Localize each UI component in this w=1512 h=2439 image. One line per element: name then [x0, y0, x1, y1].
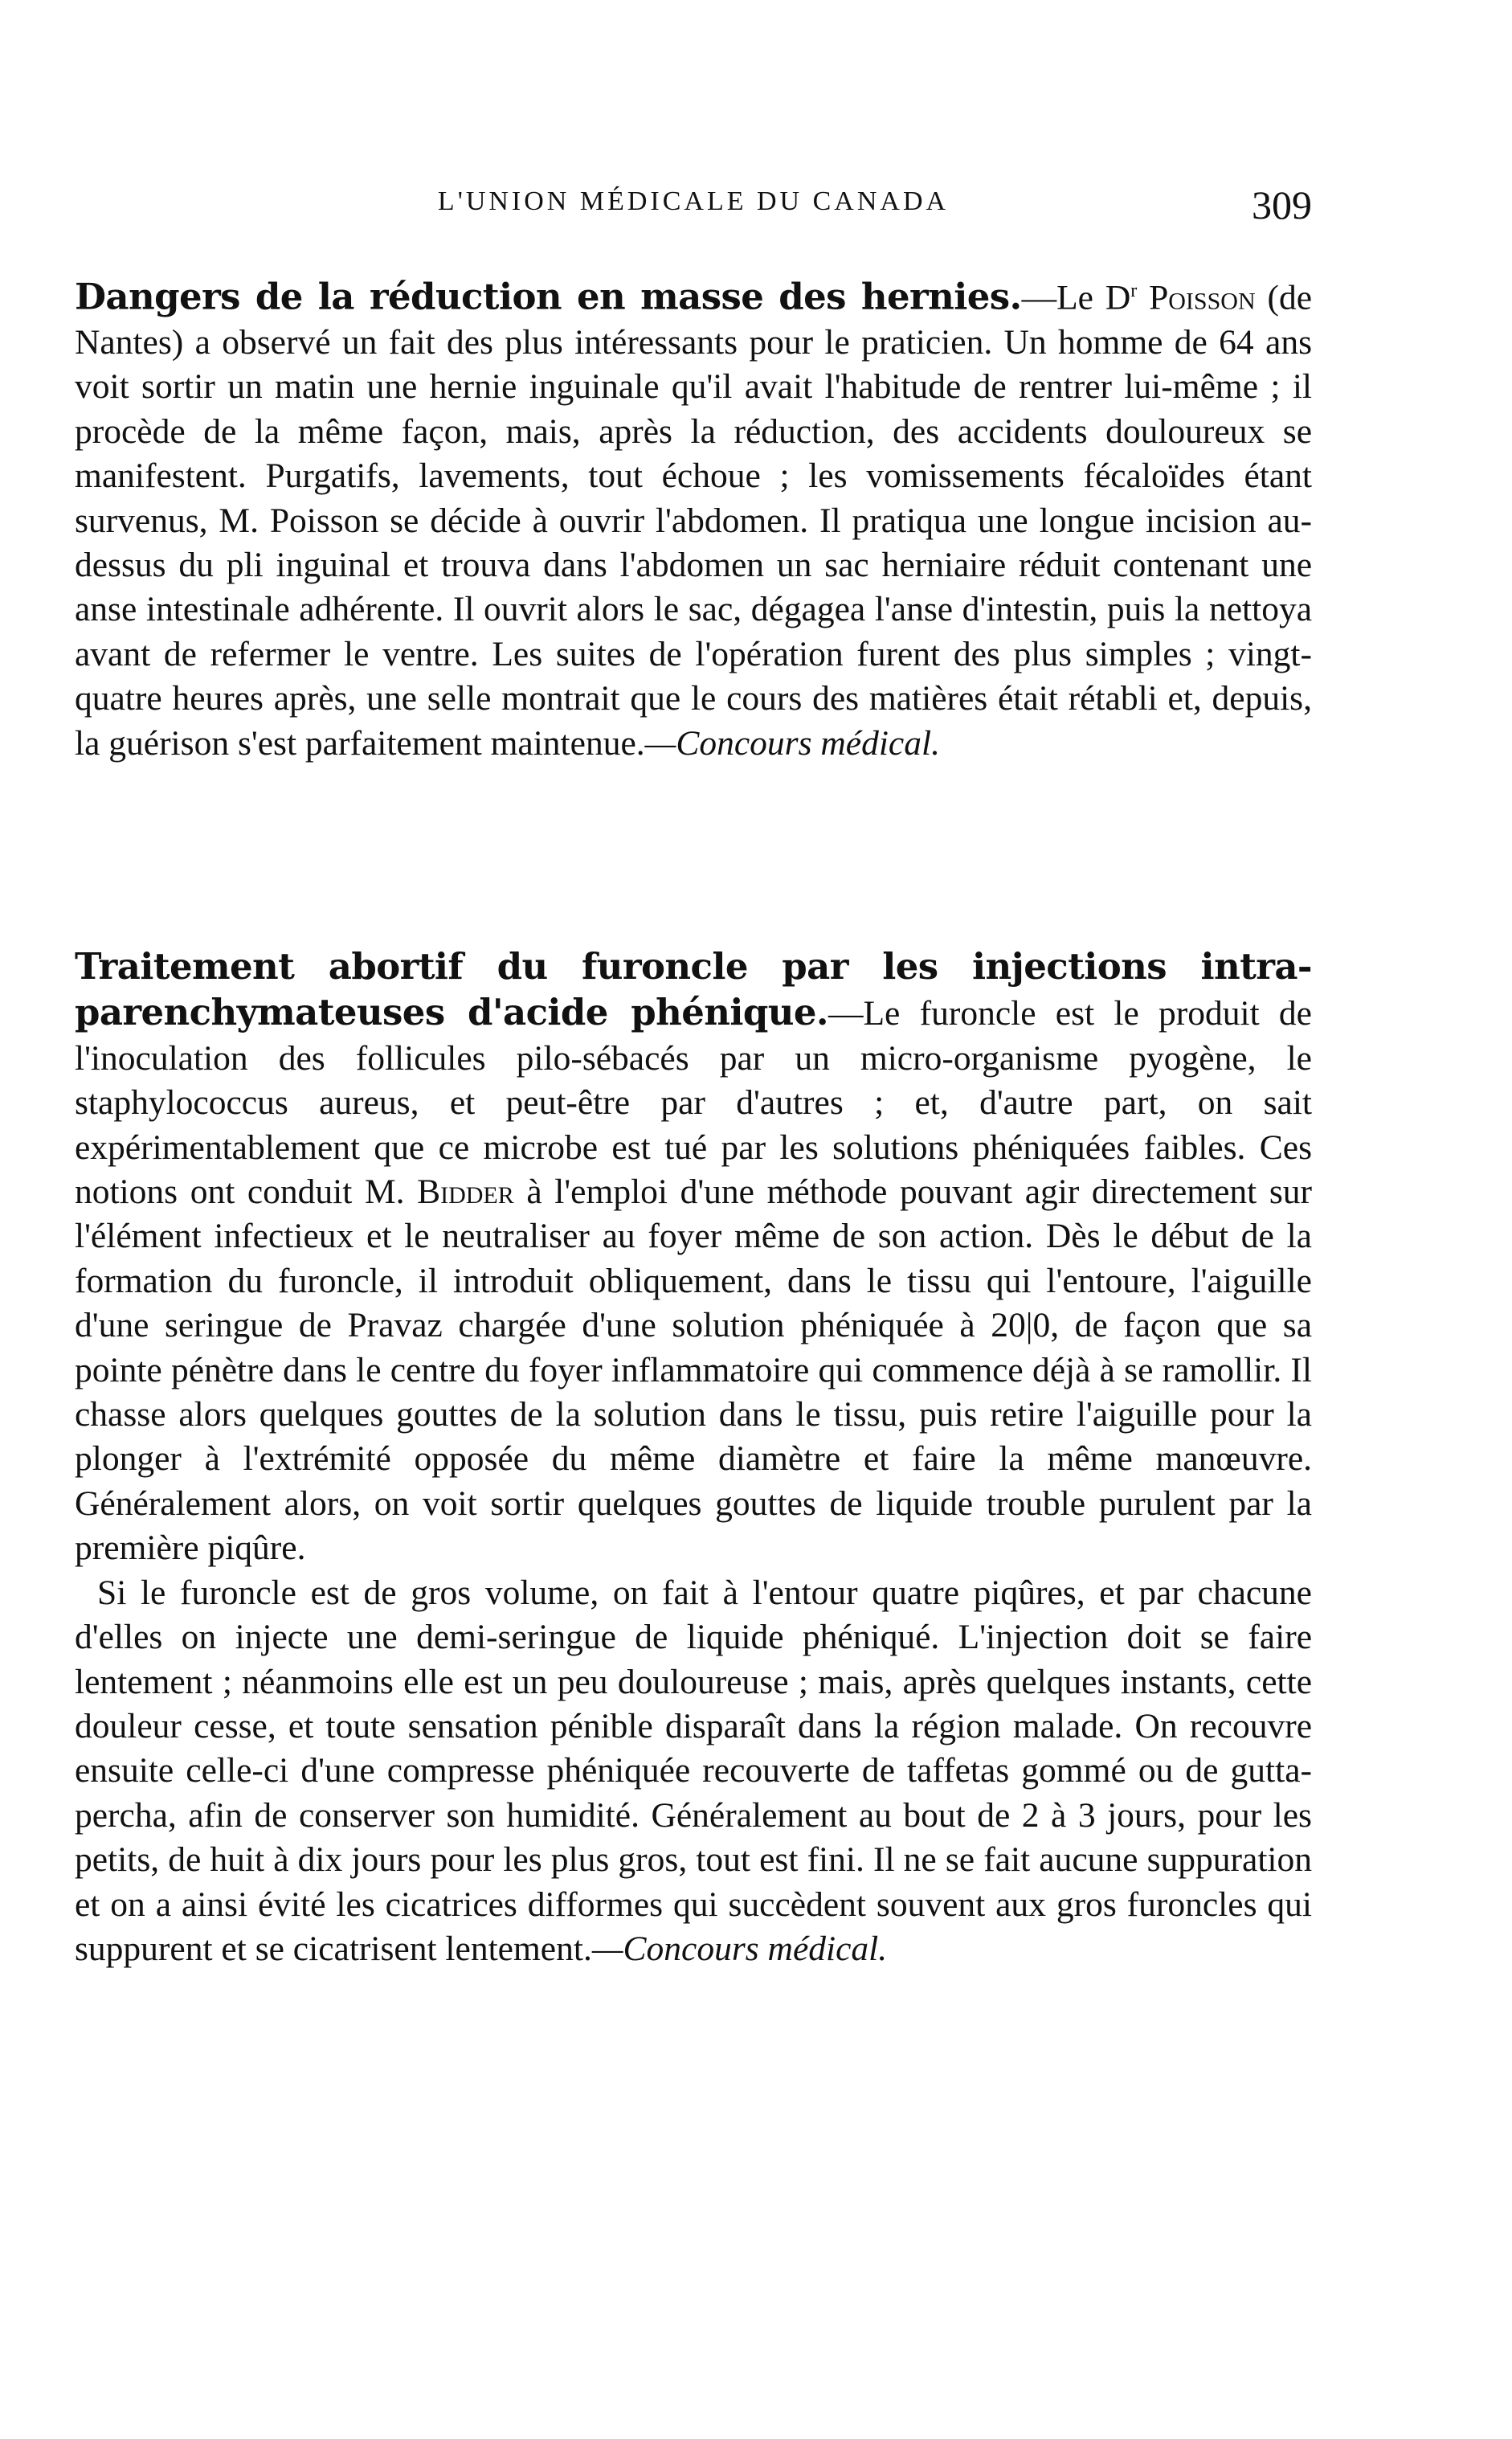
- article-source: —Concours médical.: [644, 723, 940, 763]
- article-title: Dangers de la réduction en masse des hernies.: [75, 275, 1022, 318]
- page-number: 309: [1252, 182, 1312, 227]
- article-author: Bidder: [417, 1172, 514, 1212]
- article-body: (de Nantes) a observé un fait des plus intéressants pour le praticien. Un homme de 64 ans voit sortir un matin une hernie inguinale qu'il avait l'habitude de rentrer lui-même ; il procède de la même façon, mais, après la réduction, des accidents douloureux se manifestent. Purgatifs, lavements, tout échoue ; les vomissements fécaloïdes étant survenus, M. Poisson se décide à ouvrir l'abdomen. Il pratiqua une longue incision au-dessus du pli inguinal et trouva dans l'abdomen un sac herniaire réduit contenant une anse intestinale adhérente. Il ouvrit alors le sac, dégagea l'anse d'intestin, puis la nettoya avant de refermer le ventre. Les suites de l'opération furent des plus simples ; vingt-quatre heures après, une selle montrait que le cours des matières était rétabli et, depuis, la guérison s'est parfaitement maintenue.: [75, 278, 1312, 763]
- article-body-2: Si le furoncle est de gros volume, on fait à l'entour quatre piqûres, et par chacune d'elles on injecte une demi-seringue de liquide phéniqué. L'injection doit se faire lentement ; néanmoins elle est un peu douloureuse ; mais, après quelques instants, cette douleur cesse, et toute sensation pénible disparaît dans la région malade. On recouvre ensuite celle-ci d'une compresse phéniquée recouverte de taffetas gommé ou de gutta-percha, afin de conserver son humidité. Généralement au bout de 2 à 3 jours, pour les petits, de huit à dix jours pour les plus gros, tout est fini. Il ne se fait aucune suppuration et on a ainsi évité les cicatrices difformes qui succèdent souvent aux gros furoncles qui suppurent et se cicatrisent lentement.: [75, 1573, 1312, 1968]
- article-paragraph: [75, 944, 1312, 1571]
- article-source: —Concours médical.: [591, 1929, 888, 1968]
- article-lead-superscript: r: [1130, 280, 1138, 301]
- article-lead: —Le D: [1021, 278, 1131, 317]
- article-body: à l'emploi d'une méthode pouvant agir directement sur l'élément infectieux et le neutraliser au foyer même de son action. Dès le début de la formation du furoncle, il introduit obliquement, dans le tissu qui l'entoure, l'aiguille d'une seringue de Pravaz chargée d'une solution phéniquée à 20|0, de façon que sa pointe pénètre dans le centre du foyer inflammatoire qui commence déjà à se ramollir. Il chasse alors quelques gouttes de la solution dans le tissu, puis retire l'aiguille pour la plonger à l'extrémité opposée du même diamètre et faire la même manœuvre. Généralement alors, on voit sortir quelques gouttes de liquide trouble purulent par la première piqûre.: [75, 1172, 1312, 1568]
- running-head: [75, 182, 1312, 243]
- article-paragraph-2: [75, 1571, 1312, 1972]
- article-paragraph: [75, 269, 1312, 766]
- article-furuncle: [75, 944, 1312, 1971]
- article-title: Traitement abortif du furoncle par les injections intra-parenchymateuses d'acide phénique.: [75, 945, 1312, 1034]
- running-title: L'UNION MÉDICALE DU CANADA: [437, 186, 950, 216]
- article-lead: —Le furoncle est le produit de l'inoculation des follicules pilo-sébacés par un micro-organisme pyogène, le staphylococcus aureus, et peut-être par d'autres ; et, d'autre part, on sait expérimentablement que ce microbe est tué par les solutions phéniquées faibles. Ces notions ont conduit M.: [75, 994, 1312, 1212]
- article-author: Poisson: [1149, 278, 1256, 317]
- article-hernia: [75, 269, 1312, 766]
